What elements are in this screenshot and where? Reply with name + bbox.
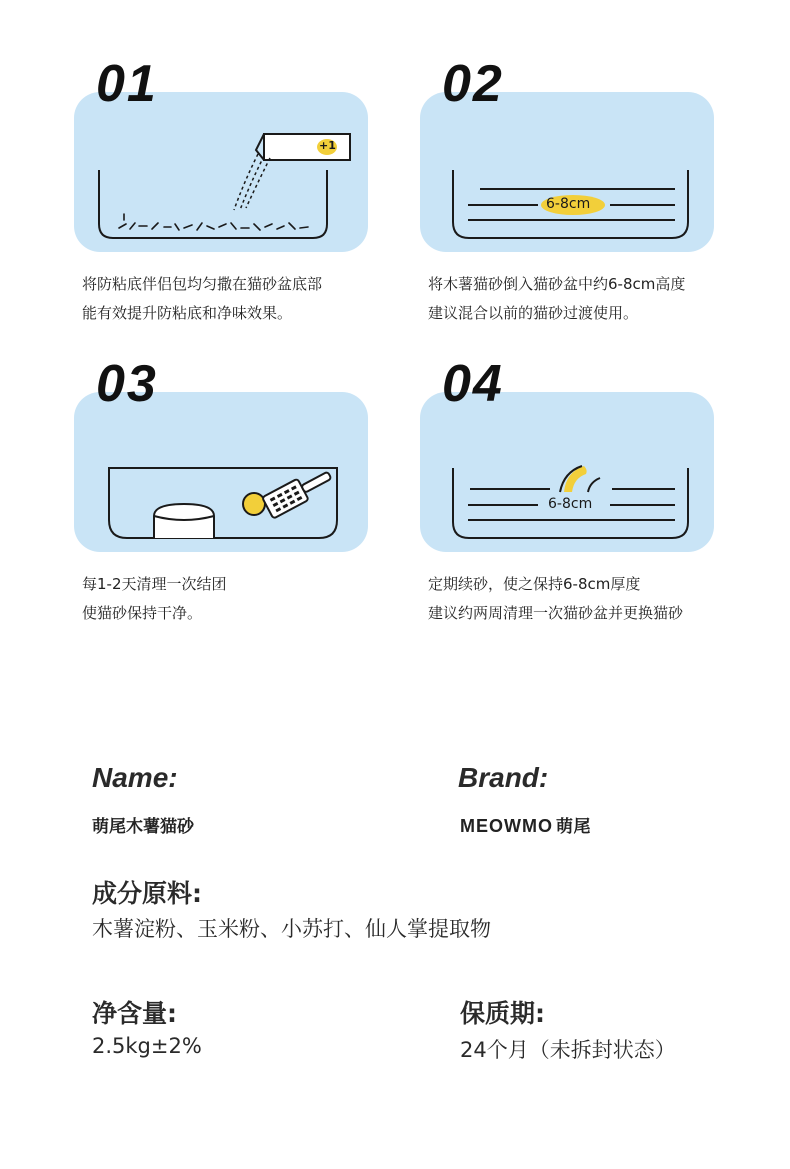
net-weight-value: 2.5kg±2% [92,1034,202,1058]
scoop-illustration [74,392,368,552]
ingredients-value: 木薯淀粉、玉米粉、小苏打、仙人掌提取物 [92,917,491,941]
step-line: 定期续砂，使之保持6-8cm厚度 [428,575,641,593]
step-number: 02 [442,55,504,113]
step-illustration [74,92,368,252]
depth-badge: 6-8cm [546,196,591,212]
step-description [428,570,748,628]
depth-label: 6-8cm [548,496,593,512]
brand-logo-cn: 萌尾 [556,817,591,837]
brand-logo [460,812,591,837]
step-description [82,570,402,628]
refill-illustration [420,392,714,552]
shelf-life-label: 保质期: [460,999,545,1028]
shelf-life-value: 24个月（未拆封状态） [460,1038,676,1062]
step-line: 使猫砂保持干净。 [82,604,203,622]
step-number: 04 [442,355,504,413]
step-number: 01 [96,55,158,113]
pour-packet-illustration [74,92,368,252]
packet-badge: +1 [319,139,336,152]
step-description [428,270,748,328]
step-line: 每1-2天清理一次结团 [82,575,227,593]
step-line: 建议约两周清理一次猫砂盆并更换猫砂 [428,604,684,622]
step-line: 将防粘底伴侣包均匀撒在猫砂盆底部 [82,275,323,293]
fill-litter-illustration [420,92,714,252]
step-illustration [420,92,714,252]
net-weight-label: 净含量: [92,999,177,1028]
step-line: 建议混合以前的猫砂过渡使用。 [428,304,639,322]
brand-logo-latin: MEOWMO [460,816,553,836]
step-number: 03 [96,355,158,413]
brand-label: Brand: [458,762,549,793]
step-description [82,270,402,328]
step-illustration [420,392,714,552]
name-label: Name: [92,762,178,793]
step-line: 能有效提升防粘底和净味效果。 [82,304,293,322]
name-value: 萌尾木薯猫砂 [92,817,194,837]
step-illustration [74,392,368,552]
step-line: 将木薯猫砂倒入猫砂盆中约6-8cm高度 [428,275,686,293]
ingredients-label: 成分原料: [92,879,202,908]
